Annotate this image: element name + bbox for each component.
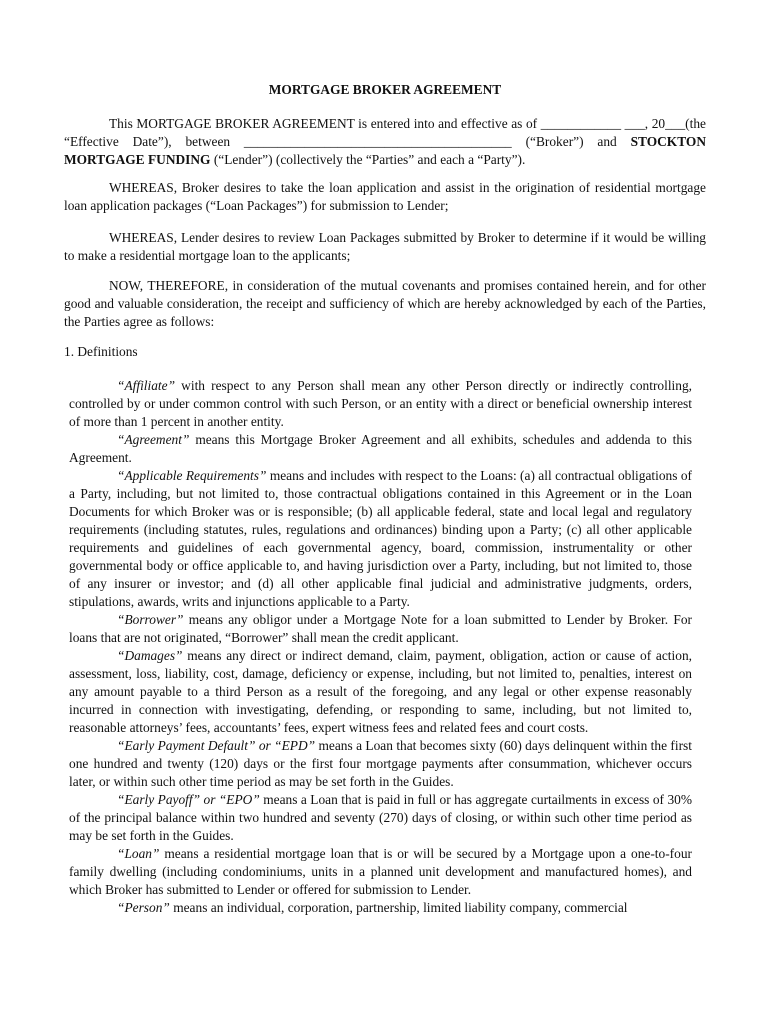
definition-term: “Borrower” (117, 612, 184, 627)
definition-text: means a Loan that is paid in full or has aggregate curtailments in excess of 30% of the principal balance within two hundred and seventy (270) days of closing, or within such other time period as may be set forth in the Guides. (69, 792, 692, 843)
intro-text-end: (“Lender”) (collectively the “Parties” and each a “Party”). (210, 152, 526, 167)
definition-text: means this Mortgage Broker Agreement and all exhibits, schedules and addenda to this Agreement. (69, 432, 692, 465)
definition-text: means any direct or indirect demand, claim, payment, obligation, action or cause of action, assessment, loss, liability, cost, damage, deficiency or expense, including, but not limited to, penalties, interest on any amount payable to a third Person as a result of the foregoing, and any legal or other expense reasonably incurred in connection with investigating, defending, or responding to same, including, but not limited to, reasonable attorneys’ fees, accountants’ fees, expert witness fees and related fees and court costs. (69, 648, 692, 735)
definition-text: means an individual, corporation, partnership, limited liability company, commercial (169, 900, 628, 915)
definition-term: “Agreement” (117, 432, 190, 447)
intro-paragraph (64, 115, 706, 169)
definition-borrower (69, 611, 692, 647)
definition-early-payoff (69, 791, 692, 845)
intro-text: This MORTGAGE BROKER AGREEMENT is entered into and effective as of ____________ ___, 20___(the “Effective Date”), between ________________________________________ (“Broker”) and (64, 116, 706, 149)
definition-loan (69, 845, 692, 899)
definition-term: “Applicable Requirements” (117, 468, 267, 483)
definition-applicable-requirements (69, 467, 692, 611)
lender-name: STOCKTON MORTGAGE FUNDING (64, 134, 706, 167)
definition-term: “Affiliate” (117, 378, 176, 393)
definition-agreement (69, 431, 692, 467)
definition-term: “Early Payment Default” or “EPD” (117, 738, 316, 753)
definition-text: means any obligor under a Mortgage Note for a loan submitted to Lender by Broker. For loans that are not originated, “Borrower” shall mean the credit applicant. (69, 612, 692, 645)
definition-term: “Person” (117, 900, 170, 915)
definition-early-payment-default (69, 737, 692, 791)
definition-text: with respect to any Person shall mean any other Person directly or indirectly controlling, controlled by or under common control with such Person, or an entity with a direct or beneficial ownership interest of more than 1 percent in another entity. (69, 378, 692, 429)
definition-affiliate (69, 377, 692, 431)
definition-term: “Early Payoff” or “EPO” (117, 792, 260, 807)
whereas-paragraph-2: WHEREAS, Lender desires to review Loan Packages submitted by Broker to determine if it would be willing to make a residential mortgage loan to the applicants; (64, 230, 706, 263)
definition-text: means a residential mortgage loan that is or will be secured by a Mortgage upon a one-to-four family dwelling (including condominiums, units in a planned unit development and manufactured homes), and which Broker has submitted to Lender or offered for submission to Lender. (69, 846, 692, 897)
definition-text: means and includes with respect to the Loans: (a) all contractual obligations of a Party, including, but not limited to, those contractual obligations contained in this Agreement or in the Loan Documents for which Broker was or is responsible; (b) all applicable federal, state and local legal and regulatory requirements (including statutes, rules, regulations and ordinances) binding upon a Party; (c) all other applicable requirements and guidelines of each governmental agency, board, commission, instrumentality or other governmental body or office applicable to, and having jurisdiction over a Party, including, but not limited to, those of any insurer or investor; and (d) all other applicable final judicial and administrative judgments, orders, stipulations, awards, writs and injunctions applicable to a Party. (69, 468, 692, 609)
definition-person (69, 899, 692, 917)
whereas-paragraph-1: WHEREAS, Broker desires to take the loan application and assist in the origination of residential mortgage loan application packages (“Loan Packages”) for submission to Lender; (64, 180, 706, 213)
section-heading-definitions: 1. Definitions (64, 344, 138, 359)
definition-damages (69, 647, 692, 737)
now-therefore-paragraph: NOW, THEREFORE, in consideration of the mutual covenants and promises contained herein, and for other good and valuable consideration, the receipt and sufficiency of which are hereby acknowledged by each of the Parties, the Parties agree as follows: (64, 278, 706, 329)
definitions-list (69, 377, 692, 917)
definition-text: means a Loan that becomes sixty (60) days delinquent within the first one hundred and twenty (120) days or the first four mortgage payments after consummation, whichever occurs later, or within such other time period as may be set forth in the Guides. (69, 738, 692, 789)
definition-term: “Loan” (117, 846, 160, 861)
definition-term: “Damages” (117, 648, 183, 663)
document-title: MORTGAGE BROKER AGREEMENT (268, 82, 502, 97)
